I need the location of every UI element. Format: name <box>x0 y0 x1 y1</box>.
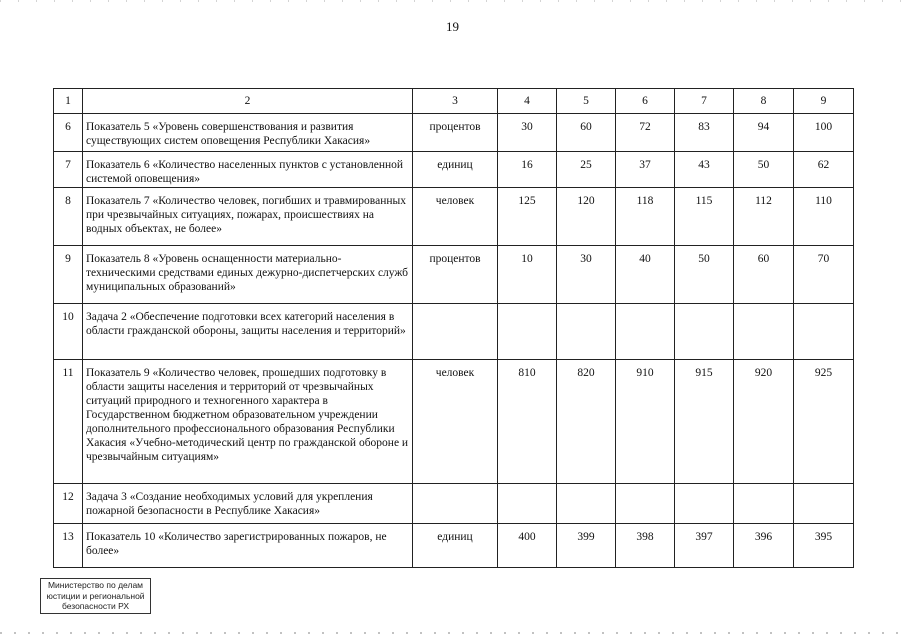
row-description: Показатель 7 «Количество человек, погибших и травмированных при чрезвычайных ситуациях, пожарах, происшествиях на водных объектах, не более» <box>83 188 413 246</box>
row-value: 399 <box>557 524 616 568</box>
header-cell: 3 <box>413 89 498 114</box>
row-value: 37 <box>616 152 675 188</box>
row-number: 12 <box>54 484 83 524</box>
row-value: 100 <box>794 114 854 152</box>
scan-artifact-bottom <box>0 632 905 634</box>
row-description: Показатель 5 «Уровень совершенствования и развития существующих систем оповещения Республики Хакасия» <box>83 114 413 152</box>
row-value: 60 <box>557 114 616 152</box>
header-cell: 6 <box>616 89 675 114</box>
row-value <box>498 304 557 360</box>
row-unit: единиц <box>413 152 498 188</box>
row-value: 920 <box>734 360 794 484</box>
row-unit: человек <box>413 188 498 246</box>
row-value: 810 <box>498 360 557 484</box>
row-value: 30 <box>557 246 616 304</box>
row-value: 16 <box>498 152 557 188</box>
table-row <box>54 524 854 568</box>
table-row <box>54 304 854 360</box>
row-value: 396 <box>734 524 794 568</box>
row-number: 8 <box>54 188 83 246</box>
header-cell: 2 <box>83 89 413 114</box>
stamp-line: безопасности РХ <box>61 601 130 611</box>
row-value: 397 <box>675 524 734 568</box>
row-unit <box>413 304 498 360</box>
table-row <box>54 114 854 152</box>
row-value: 60 <box>734 246 794 304</box>
row-value <box>794 484 854 524</box>
row-number: 10 <box>54 304 83 360</box>
row-value: 10 <box>498 246 557 304</box>
row-number: 13 <box>54 524 83 568</box>
table-row <box>54 188 854 246</box>
row-unit <box>413 484 498 524</box>
row-unit: процентов <box>413 114 498 152</box>
row-value: 43 <box>675 152 734 188</box>
header-cell: 5 <box>557 89 616 114</box>
scan-artifact-top <box>0 0 905 2</box>
stamp-line: юстиции и региональной <box>46 590 145 601</box>
row-value: 925 <box>794 360 854 484</box>
row-unit: человек <box>413 360 498 484</box>
ministry-stamp <box>40 578 151 614</box>
row-unit: единиц <box>413 524 498 568</box>
row-number: 7 <box>54 152 83 188</box>
table-row <box>54 246 854 304</box>
row-value: 94 <box>734 114 794 152</box>
header-cell: 9 <box>794 89 854 114</box>
page-number: 19 <box>446 19 459 34</box>
row-value: 62 <box>794 152 854 188</box>
row-value: 110 <box>794 188 854 246</box>
row-value: 30 <box>498 114 557 152</box>
row-value: 83 <box>675 114 734 152</box>
row-value: 125 <box>498 188 557 246</box>
row-value: 115 <box>675 188 734 246</box>
row-value <box>498 484 557 524</box>
row-description: Показатель 9 «Количество человек, прошедших подготовку в области защиты населения и территорий от чрезвычайных ситуаций природного и техногенного характера в Государственном бюджетном образовательном учреждении дополнительного профессионального образования Республики Хакасия «Учебно-методический центр по гражданской обороне и чрезвычайным ситуациям» <box>83 360 413 484</box>
table-header-row <box>54 89 854 114</box>
header-cell: 4 <box>498 89 557 114</box>
row-value: 70 <box>794 246 854 304</box>
row-value: 50 <box>675 246 734 304</box>
row-number: 9 <box>54 246 83 304</box>
row-value: 112 <box>734 188 794 246</box>
row-value: 820 <box>557 360 616 484</box>
row-value: 120 <box>557 188 616 246</box>
table-row <box>54 484 854 524</box>
row-value <box>616 484 675 524</box>
row-value: 915 <box>675 360 734 484</box>
indicators-table <box>53 88 854 568</box>
row-value: 400 <box>498 524 557 568</box>
row-value: 72 <box>616 114 675 152</box>
row-value: 398 <box>616 524 675 568</box>
row-value: 395 <box>794 524 854 568</box>
row-value <box>557 484 616 524</box>
header-cell: 1 <box>54 89 83 114</box>
row-value <box>794 304 854 360</box>
row-value: 118 <box>616 188 675 246</box>
table-row <box>54 152 854 188</box>
table-row <box>54 360 854 484</box>
row-value <box>734 304 794 360</box>
row-description: Задача 3 «Создание необходимых условий для укрепления пожарной безопасности в Республике Хакасия» <box>83 484 413 524</box>
row-value: 25 <box>557 152 616 188</box>
row-value: 40 <box>616 246 675 304</box>
stamp-line: Министерство по делам <box>47 580 144 590</box>
row-value: 910 <box>616 360 675 484</box>
row-value <box>675 304 734 360</box>
row-description: Задача 2 «Обеспечение подготовки всех категорий населения в области гражданской обороны, защиты населения и территорий» <box>83 304 413 360</box>
row-description: Показатель 8 «Уровень оснащенности материально-техническими средствами единых дежурно-диспетчерских служб муниципальных образований» <box>83 246 413 304</box>
row-value: 50 <box>734 152 794 188</box>
row-unit: процентов <box>413 246 498 304</box>
row-number: 6 <box>54 114 83 152</box>
row-description: Показатель 6 «Количество населенных пунктов с установленной системой оповещения» <box>83 152 413 188</box>
row-value <box>675 484 734 524</box>
row-description: Показатель 10 «Количество зарегистрированных пожаров, не более» <box>83 524 413 568</box>
header-cell: 7 <box>675 89 734 114</box>
header-cell: 8 <box>734 89 794 114</box>
row-number: 11 <box>54 360 83 484</box>
row-value <box>616 304 675 360</box>
row-value <box>557 304 616 360</box>
row-value <box>734 484 794 524</box>
